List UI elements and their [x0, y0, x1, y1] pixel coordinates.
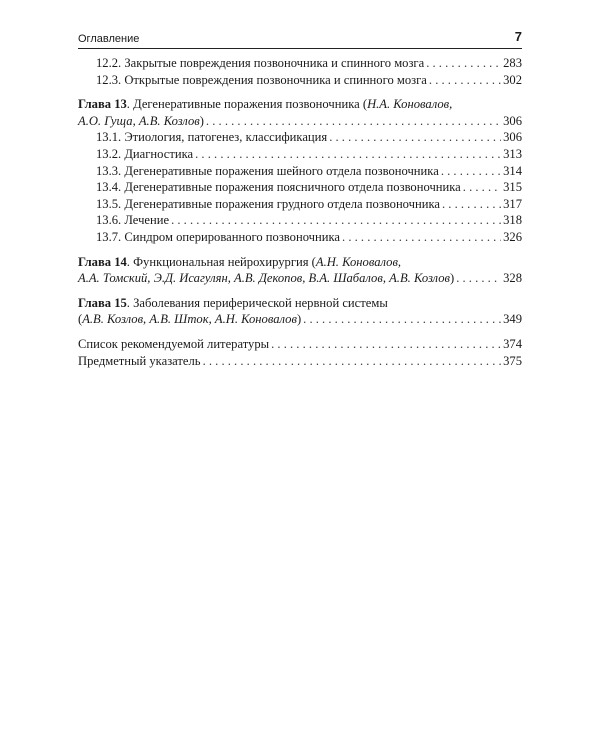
toc-entry-page: 375 — [503, 353, 522, 368]
toc-entry-page: 326 — [503, 229, 522, 244]
running-header — [78, 28, 522, 49]
toc-entry-label: 13.2. Диагностика — [96, 146, 194, 161]
toc-entry-page: 302 — [503, 72, 522, 87]
toc-entry-page: 318 — [503, 213, 522, 228]
toc-entry-label: 13.5. Дегенеративные поражения грудного отдела позвоночника — [96, 196, 440, 211]
toc-entry-13-4[interactable] — [78, 179, 522, 196]
dot-leader — [329, 129, 501, 146]
dot-leader — [456, 270, 501, 287]
toc-entry-13-7[interactable] — [78, 229, 522, 246]
toc-chapter-14[interactable] — [78, 254, 522, 287]
toc-entry-page: 317 — [503, 196, 522, 211]
toc-entry-page: 315 — [503, 180, 522, 195]
chapter-13-title: . Дегенеративные поражения позвоночника ( — [126, 97, 368, 112]
toc-entry-13-2[interactable] — [78, 146, 522, 163]
table-of-contents — [78, 55, 522, 369]
toc-entry-literature[interactable] — [78, 336, 522, 353]
toc-entry-label: Предметный указатель — [78, 353, 201, 368]
page-number: 7 — [514, 29, 522, 44]
dot-leader — [342, 229, 501, 246]
dot-leader — [171, 212, 501, 229]
toc-entry-12-3[interactable] — [78, 72, 522, 89]
toc-entry-page: 314 — [503, 163, 522, 178]
chapter-15-title-line — [78, 295, 522, 312]
chapter-13-authors-1: Н.А. Коновалов, — [367, 97, 453, 112]
running-header-title: Оглавление — [78, 33, 140, 45]
chapter-14-prefix: Глава 14 — [78, 254, 127, 269]
dot-leader — [426, 55, 501, 72]
toc-entry-page: 349 — [503, 312, 522, 327]
chapter-14-authors-2: А.А. Томский, Э.Д. Исагулян, А.В. Декопов, В.А. Шабалов, А.В. Козлов — [78, 271, 450, 286]
toc-entry-label: 12.3. Открытые повреждения позвоночника и спинного мозга — [96, 72, 427, 87]
toc-chapter-15[interactable] — [78, 295, 522, 328]
toc-entry-page: 306 — [503, 113, 522, 128]
dot-leader — [195, 146, 501, 163]
dot-leader — [441, 163, 501, 180]
toc-entry-page: 283 — [503, 56, 522, 70]
toc-entry-13-3[interactable] — [78, 163, 522, 180]
chapter-13-authors-line: А.О. Гуща, А.В. Козлов) . . . 306 — [78, 113, 522, 130]
toc-entry-page: 328 — [503, 271, 522, 286]
toc-entry-label: 13.6. Лечение — [96, 213, 170, 228]
dot-leader — [303, 311, 501, 328]
toc-entry-label: 13.1. Этиология, патогенез, классификация — [96, 130, 328, 145]
chapter-15-authors-line: (А.В. Козлов, А.В. Шток, А.Н. Коновалов) . . . 349 — [78, 311, 522, 328]
chapter-15-authors: А.В. Козлов, А.В. Шток, А.Н. Коновалов — [82, 312, 297, 327]
dot-leader — [442, 196, 501, 213]
toc-entry-page: 374 — [503, 336, 522, 351]
dot-leader — [271, 336, 501, 353]
toc-entry-label: 12.2. Закрытые повреждения позвоночника и спинного мозга — [96, 56, 425, 70]
dot-leader — [203, 353, 502, 370]
toc-entry-13-5[interactable] — [78, 196, 522, 213]
toc-entry-label: 13.3. Дегенеративные поражения шейного отдела позвоночника — [96, 163, 439, 178]
toc-chapter-13[interactable] — [78, 96, 522, 129]
toc-entry-13-1[interactable] — [78, 129, 522, 146]
chapter-14-authors-line: А.А. Томский, Э.Д. Исагулян, А.В. Декопов, В.А. Шабалов, А.В. Козлов) . . . 328 — [78, 270, 522, 287]
toc-entry-label: 13.4. Дегенеративные поражения поясничного отдела позвоночника — [96, 180, 461, 195]
toc-entry-label: 13.7. Синдром оперированного позвоночника — [96, 229, 341, 244]
dot-leader — [463, 179, 501, 196]
toc-entry-label: Список рекомендуемой литературы — [78, 336, 270, 351]
toc-entry-12-2[interactable] — [78, 55, 522, 72]
chapter-13-title-line — [78, 96, 522, 113]
toc-entry-page: 306 — [503, 130, 522, 145]
dot-leader — [206, 113, 501, 130]
toc-entry-index[interactable] — [78, 353, 522, 370]
chapter-13-authors-2: А.О. Гуща, А.В. Козлов — [78, 113, 200, 128]
toc-entry-page: 313 — [503, 146, 522, 161]
chapter-15-prefix: Глава 15 — [78, 295, 127, 310]
chapter-14-title: . Функциональная нейрохирургия ( — [126, 254, 316, 269]
dot-leader — [429, 72, 501, 89]
chapter-14-authors-1: А.Н. Коновалов, — [315, 254, 402, 269]
chapter-14-title-line — [78, 254, 522, 271]
chapter-15-title: . Заболевания периферической нервной системы — [126, 295, 388, 310]
toc-entry-13-6[interactable] — [78, 212, 522, 229]
chapter-13-prefix: Глава 13 — [78, 97, 127, 112]
